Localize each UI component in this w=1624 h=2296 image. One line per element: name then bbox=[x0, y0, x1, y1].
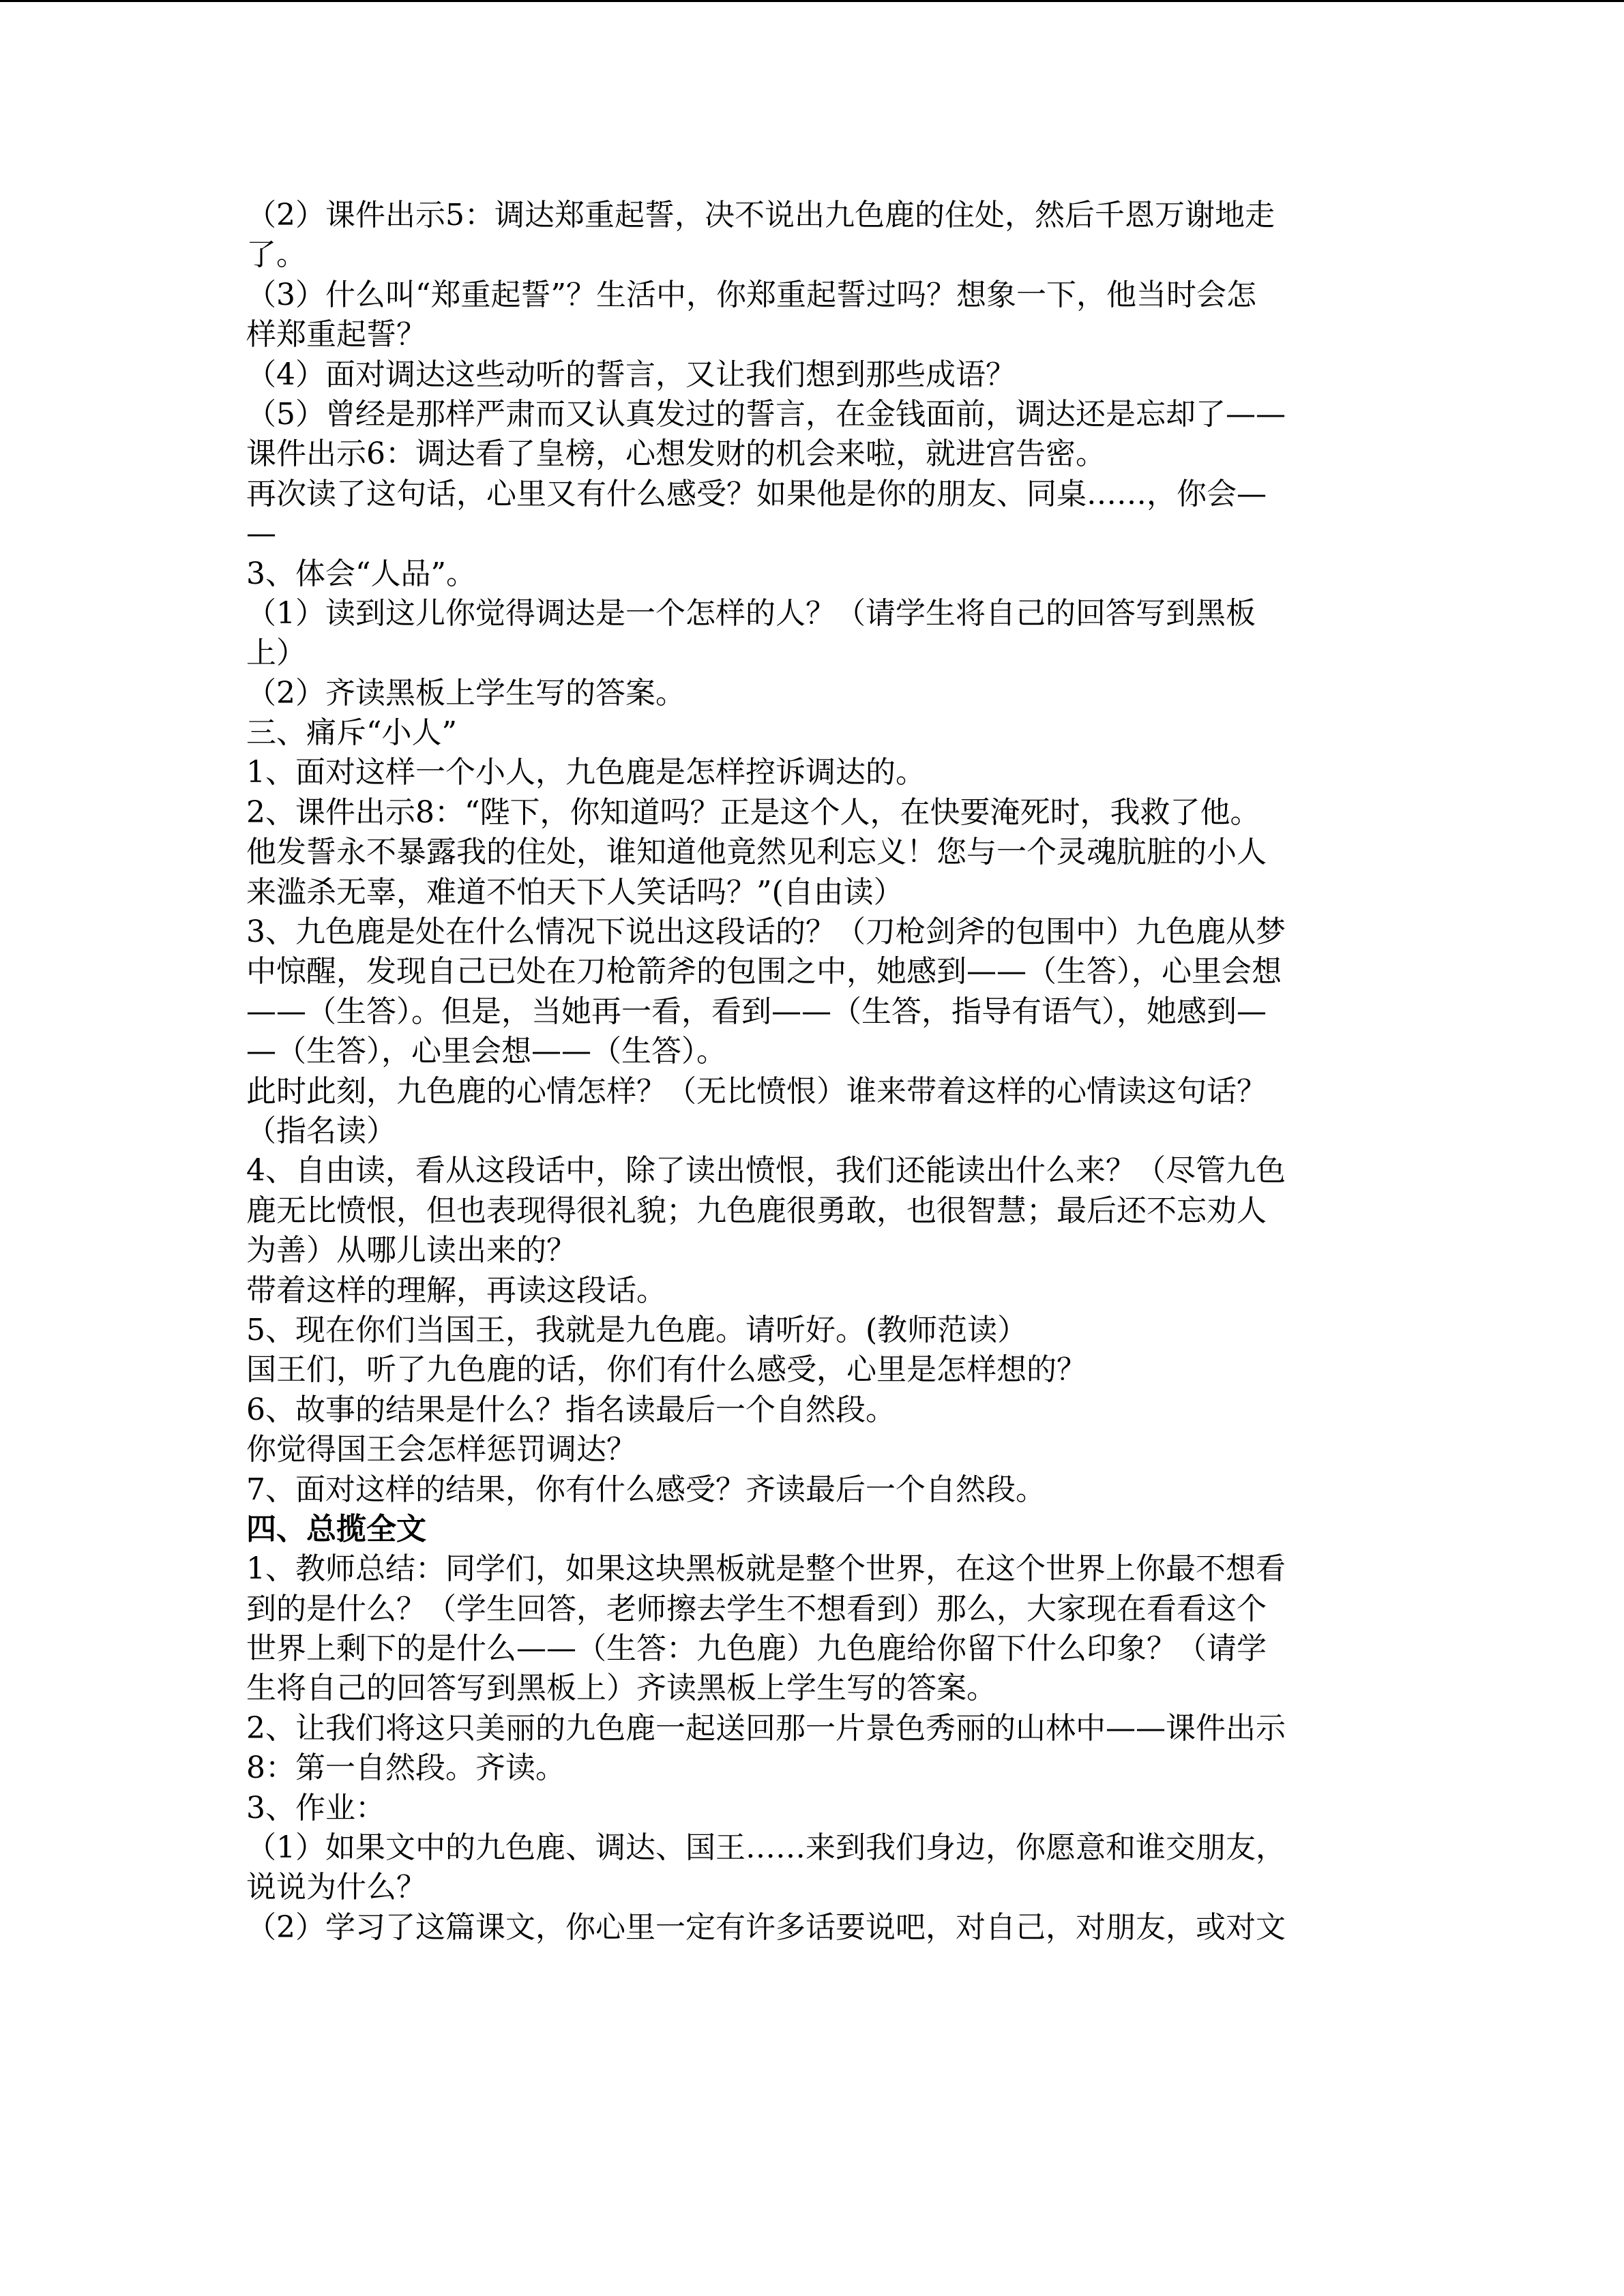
text-line: 4、自由读，看从这段话中，除了读出愤恨，我们还能读出什么来？（尽管九色 bbox=[246, 1153, 1286, 1189]
text-line: 世界上剩下的是什么——（生答：九色鹿）九色鹿给你留下什么印象？（请学 bbox=[246, 1631, 1267, 1667]
text-line: 他发誓永不暴露我的住处，谁知道他竟然见利忘义！您与一个灵魂肮脏的小人 bbox=[246, 835, 1267, 870]
text-line: 课件出示6：调达看了皇榜，心想发财的机会来啦，就进宫告密。 bbox=[246, 436, 1106, 472]
text-line: 来滥杀无辜，难道不怕天下人笑话吗？”(自由读） bbox=[246, 874, 904, 910]
text-line: 1、面对这样一个小人，九色鹿是怎样控诉调达的。 bbox=[246, 755, 926, 790]
text-line: 3、体会“人品”。 bbox=[246, 556, 476, 591]
text-line: ——（生答）。但是，当她再一看，看到——（生答，指导有语气），她感到— bbox=[246, 994, 1267, 1029]
text-line: 说说为什么？ bbox=[246, 1870, 426, 1905]
text-line: （2）学习了这篇课文，你心里一定有许多话要说吧，对自己，对朋友，或对文 bbox=[246, 1909, 1286, 1945]
text-line: 为善）从哪儿读出来的？ bbox=[246, 1233, 576, 1268]
text-line: 此时此刻，九色鹿的心情怎样？（无比愤恨）谁来带着这样的心情读这句话？ bbox=[246, 1073, 1267, 1109]
text-line: （指名读） bbox=[246, 1113, 396, 1148]
text-line: 7、面对这样的结果，你有什么感受？齐读最后一个自然段。 bbox=[246, 1472, 1046, 1507]
text-line: 2、课件出示8：“陛下，你知道吗？正是这个人，在快要淹死时，我救了他。 bbox=[246, 794, 1260, 830]
text-line: 带着这样的理解，再读这段话。 bbox=[246, 1272, 666, 1308]
text-line: 你觉得国王会怎样惩罚调达？ bbox=[246, 1432, 636, 1467]
text-line: 6、故事的结果是什么？指名读最后一个自然段。 bbox=[246, 1392, 896, 1427]
text-line: 鹿无比愤恨，但也表现得很礼貌；九色鹿很勇敢，也很智慧；最后还不忘劝人 bbox=[246, 1193, 1267, 1228]
text-line: — bbox=[246, 516, 276, 552]
text-line: 上） bbox=[246, 636, 306, 671]
section-heading-bold: 四、总揽全文 bbox=[246, 1511, 426, 1547]
text-line: 3、九色鹿是处在什么情况下说出这段话的？（刀枪剑斧的包围中）九色鹿从梦 bbox=[246, 914, 1286, 950]
text-line: 中惊醒，发现自己已处在刀枪箭斧的包围之中，她感到——（生答），心里会想 bbox=[246, 954, 1282, 989]
text-line: 1、教师总结：同学们，如果这块黑板就是整个世界，在这个世界上你最不想看 bbox=[246, 1551, 1286, 1587]
text-line: —（生答），心里会想——（生答）。 bbox=[246, 1034, 726, 1069]
text-line: （5）曾经是那样严肃而又认真发过的誓言，在金钱面前，调达还是忘却了—— bbox=[246, 396, 1286, 432]
text-line: 8：第一自然段。齐读。 bbox=[246, 1750, 565, 1786]
document-body bbox=[246, 196, 1378, 1948]
text-line: （1）如果文中的九色鹿、调达、国王……来到我们身边，你愿意和谁交朋友， bbox=[246, 1830, 1286, 1866]
text-line: 生将自己的回答写到黑板上）齐读黑板上学生写的答案。 bbox=[246, 1671, 996, 1706]
text-line: 到的是什么？（学生回答，老师擦去学生不想看到）那么，大家现在看看这个 bbox=[246, 1591, 1267, 1626]
text-line: （2）齐读黑板上学生写的答案。 bbox=[246, 675, 685, 711]
text-line: （3）什么叫“郑重起誓”？生活中，你郑重起誓过吗？想象一下，他当时会怎 bbox=[246, 277, 1256, 312]
text-line: 再次读了这句话，心里又有什么感受？如果他是你的朋友、同桌……，你会— bbox=[246, 476, 1267, 511]
section-heading: 三、痛斥“小人” bbox=[246, 715, 457, 751]
text-line: （2）课件出示5：调达郑重起誓，决不说出九色鹿的住处，然后千恩万谢地走 bbox=[246, 198, 1275, 233]
text-line: 国王们，听了九色鹿的话，你们有什么感受，心里是怎样想的？ bbox=[246, 1352, 1087, 1388]
text-line: 3、作业： bbox=[246, 1790, 385, 1825]
text-line: （4）面对调达这些动听的誓言，又让我们想到那些成语？ bbox=[246, 357, 1016, 392]
text-line: 5、现在你们当国王，我就是九色鹿。请听好。(教师范读） bbox=[246, 1312, 1028, 1347]
text-line: （1）读到这儿你觉得调达是一个怎样的人？（请学生将自己的回答写到黑板 bbox=[246, 595, 1256, 631]
text-line: 了。 bbox=[246, 237, 306, 273]
text-line: 样郑重起誓？ bbox=[246, 317, 426, 353]
text-line: 2、让我们将这只美丽的九色鹿一起送回那一片景色秀丽的山林中——课件出示 bbox=[246, 1710, 1286, 1746]
